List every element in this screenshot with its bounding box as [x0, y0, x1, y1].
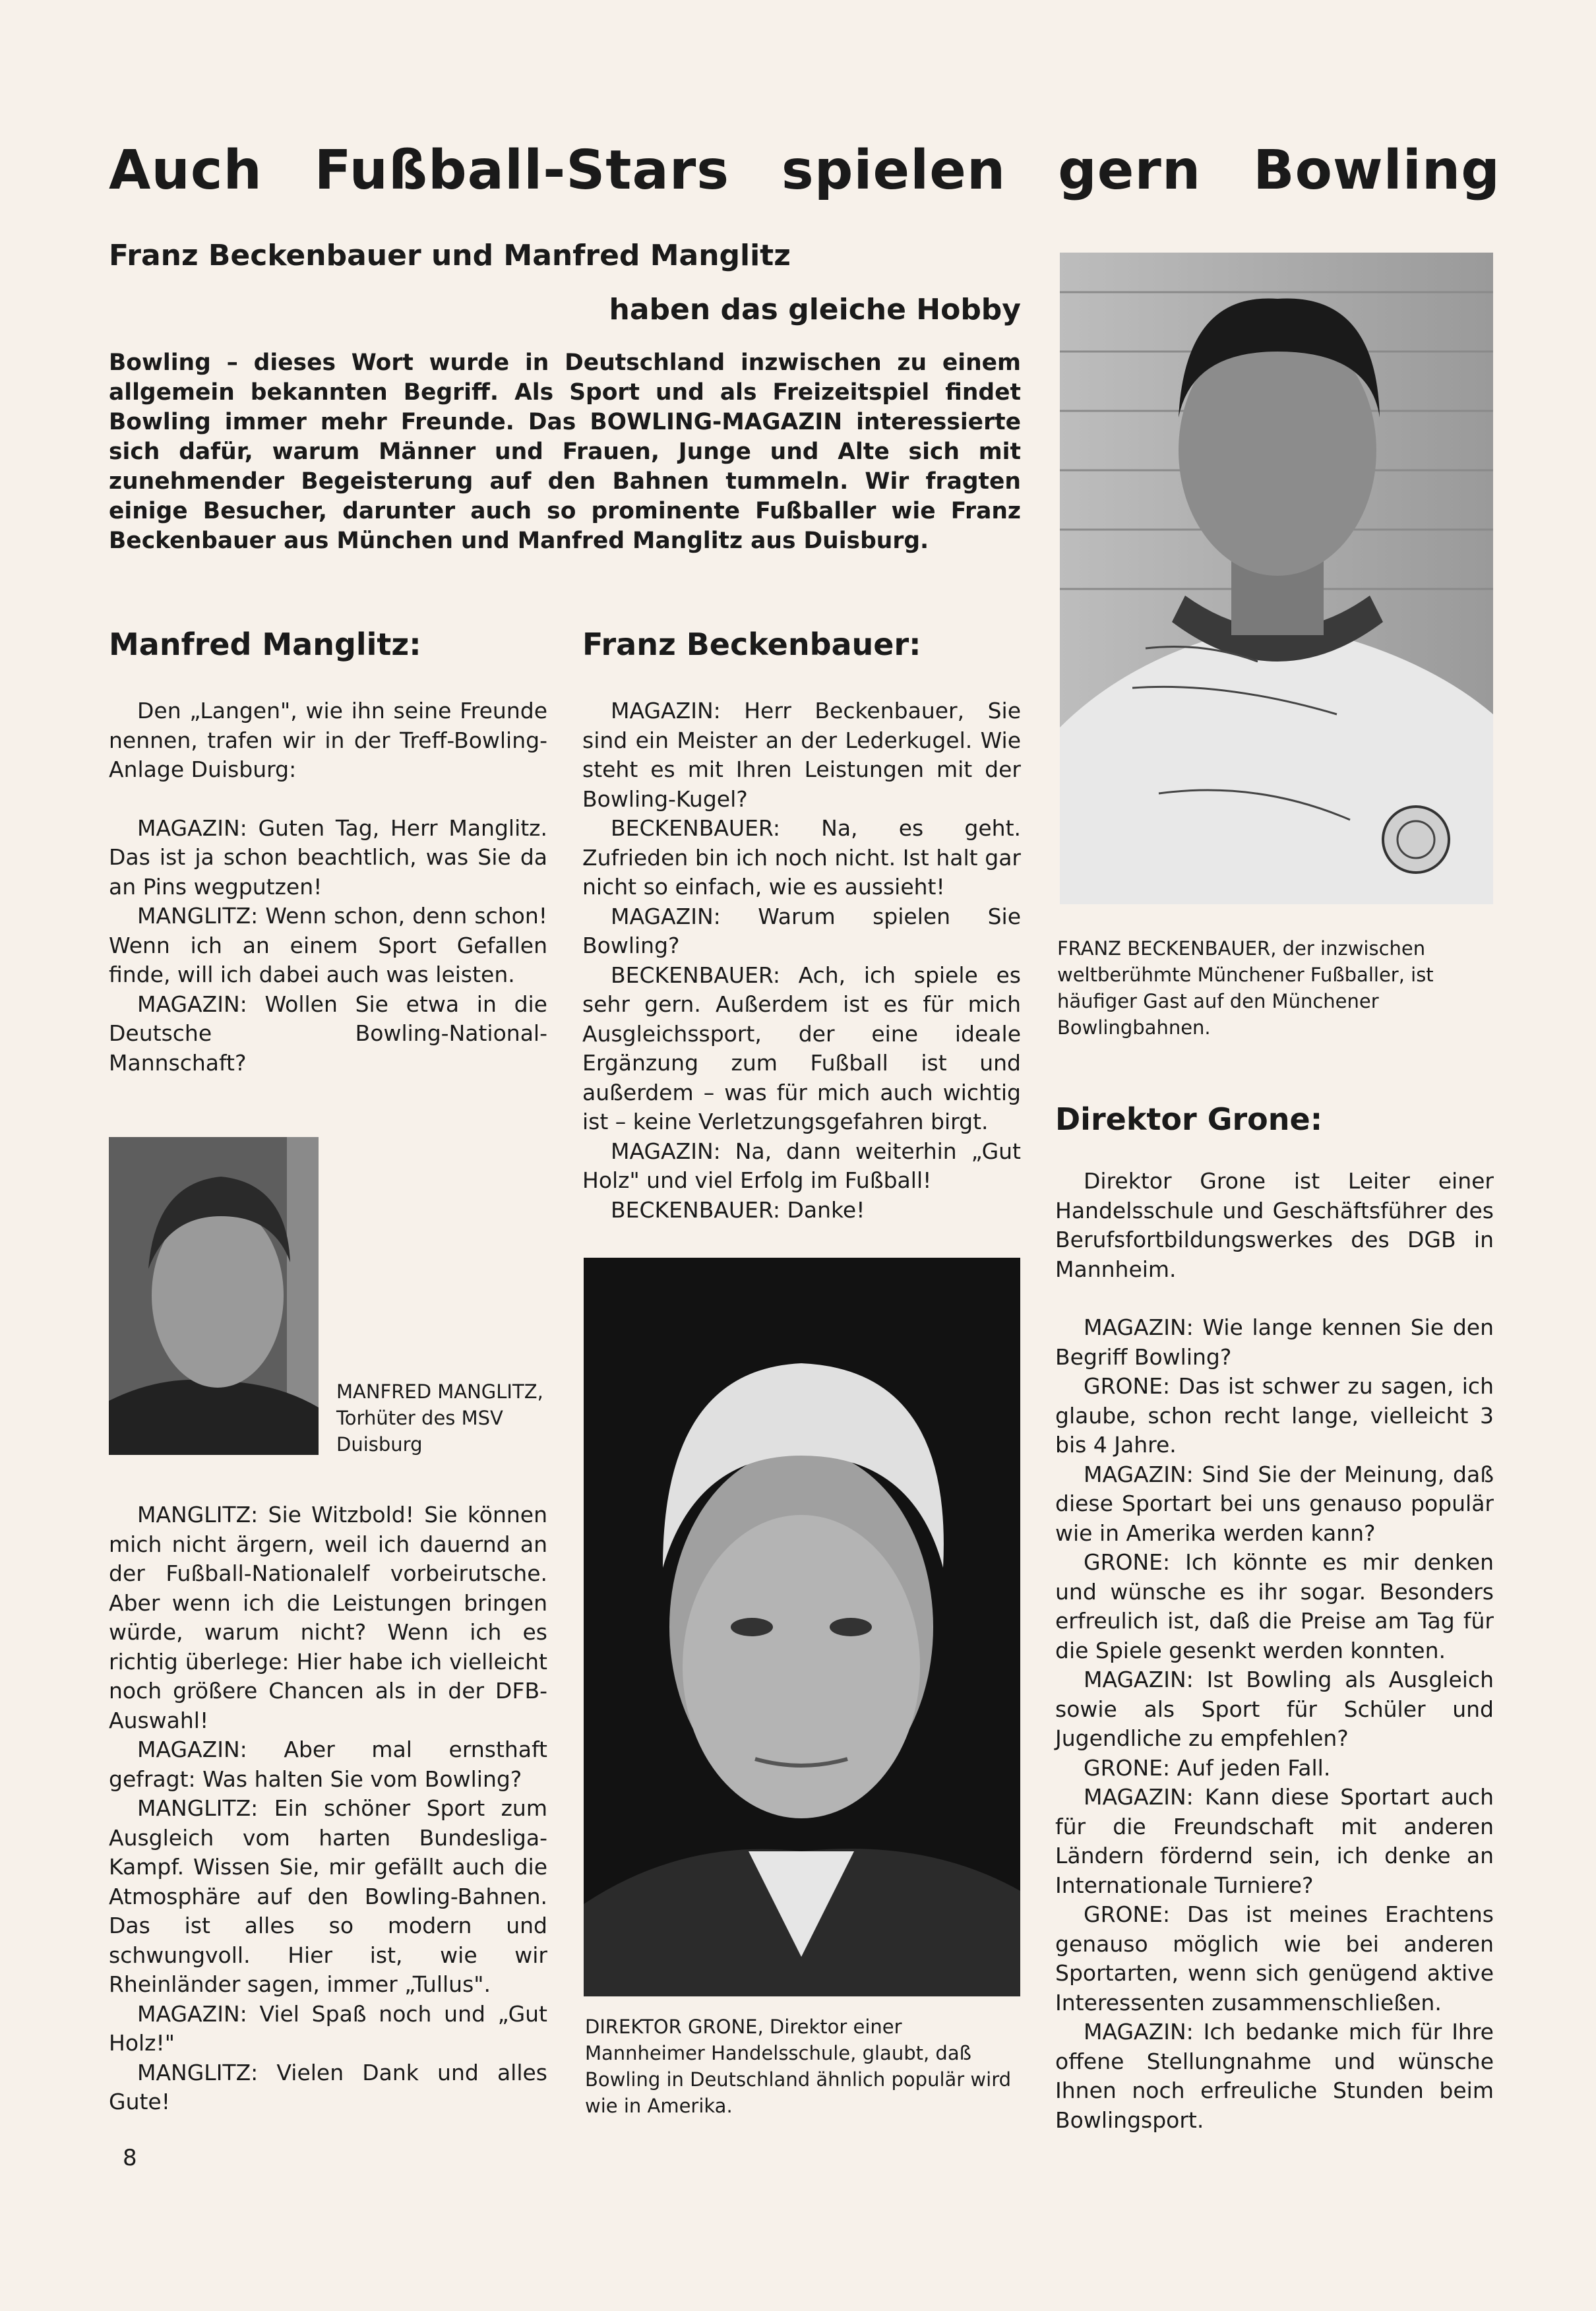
grone-paragraph: GRONE: Das ist meines Erachtens genauso möglich wie bei anderen Sportarten, wenn sich genügend aktive Interessenten zusammenschließen.	[1055, 1901, 1494, 2016]
manglitz-interview-continued	[109, 1500, 547, 2117]
subheadline-line-1: Franz Beckenbauer und Manfred Manglitz	[109, 239, 791, 272]
page-number: 8	[123, 2145, 137, 2171]
beckenbauer-photo	[1060, 253, 1493, 904]
beckenbauer-heading: Franz Beckenbauer:	[582, 627, 921, 662]
grone-paragraph: MAGAZIN: Kann diese Sportart auch für die Freundschaft mit anderen Ländern fördernd sein, ich denke an Internationale Turniere?	[1055, 1784, 1494, 1898]
grone-heading: Direktor Grone:	[1055, 1101, 1323, 1137]
manglitz-paragraph: MAGAZIN: Aber mal ernsthaft gefragt: Was halten Sie vom Bowling?	[109, 1737, 547, 1792]
grone-paragraph: GRONE: Das ist schwer zu sagen, ich glaube, schon recht lange, vielleicht 3 bis 4 Jahre.	[1055, 1373, 1494, 1458]
manglitz-paragraph: MANGLITZ: Sie Witzbold! Sie können mich nicht ärgern, weil ich dauernd an der Fußball-Nationalelf vorbeirutsche. Aber wenn ich die Leistungen bringen würde, warum nicht? Wenn ich es richtig überlege: Hier habe ich vielleicht noch größere Chancen als in der DFB-Auswahl!	[109, 1502, 547, 1733]
manglitz-paragraph: Den „Langen", wie ihn seine Freunde nennen, trafen wir in der Treff-Bowling-Anlage Duisburg:	[109, 698, 547, 782]
manglitz-interview	[109, 696, 547, 1078]
headline-word: spielen	[781, 139, 1006, 202]
grone-photo	[584, 1258, 1020, 1996]
beckenbauer-paragraph: MAGAZIN: Warum spielen Sie Bowling?	[582, 903, 1021, 958]
intro-paragraph: Bowling – dieses Wort wurde in Deutschland inzwischen zu einem allgemein bekannten Begriff. Als Sport und als Freizeitspiel findet Bowling immer mehr Freunde. Das BOWLING-MAGAZIN interessierte sich dafür, warum Männer und Frauen, Junge und Alte sich mit zunehmender Begeisterung auf den Bahnen tummeln. Wir fragten einige Besucher, darunter auch so prominente Fußballer wie Franz Beckenbauer aus München und Manfred Manglitz aus Duisburg.	[109, 350, 1021, 554]
grone-intro: Direktor Grone ist Leiter einer Handelsschule und Geschäftsführer des Berufsfortbildungswerkes des DGB in Mannheim.	[1055, 1168, 1494, 1282]
beckenbauer-photo-caption: FRANZ BECKENBAUER, der inzwischen weltberühmte Münchener Fußballer, ist häufiger Gast auf den Münchener Bowlingbahnen.	[1057, 937, 1434, 1039]
manglitz-heading: Manfred Manglitz:	[109, 627, 421, 662]
grone-interview	[1055, 1167, 1494, 2135]
manglitz-paragraph: MAGAZIN: Viel Spaß noch und „Gut Holz!"	[109, 2000, 547, 2056]
beckenbauer-interview	[582, 696, 1021, 1225]
beckenbauer-paragraph: BECKENBAUER: Ach, ich spiele es sehr gern. Außerdem ist es für mich Ausgleichssport, der eine ideale Ergänzung zum Fußball ist und außerdem – was für mich auch wichtig ist – keine Verletzungsgefahren birgt.	[582, 962, 1021, 1134]
manglitz-paragraph: MANGLITZ: Ein schöner Sport zum Ausgleich vom harten Bundesliga-Kampf. Wissen Sie, mir gefällt auch die Atmosphäre auf den Bowling-Bahnen. Das ist alles so modern und schwungvoll. Hier ist, wie wir Rheinländer sagen, immer „Tullus".	[109, 1795, 547, 1997]
grone-paragraph: GRONE: Ich könnte es mir denken und wünsche es ihr sogar. Besonders erfreulich ist, daß die Preise am Tag für die Spiele gesenkt werden konnten.	[1055, 1549, 1494, 1663]
subheadline-line-2: haben das gleiche Hobby	[609, 293, 1021, 326]
manglitz-paragraph: MANGLITZ: Wenn schon, denn schon! Wenn ich an einem Sport Gefallen finde, will ich dabei auch was leisten.	[109, 903, 547, 987]
manglitz-photo-caption: MANFRED MANGLITZ, Torhüter des MSV Duisburg	[336, 1380, 543, 1456]
headline-word: gern	[1058, 139, 1202, 202]
headline-word: Fußball-Stars	[314, 139, 730, 202]
headline-word: Bowling	[1253, 139, 1500, 202]
beckenbauer-paragraph: BECKENBAUER: Na, es geht. Zufrieden bin ich noch nicht. Ist halt gar nicht so einfach, wie es aussieht!	[582, 815, 1021, 900]
grone-paragraph: MAGAZIN: Sind Sie der Meinung, daß diese Sportart bei uns genauso populär wie in Amerika werden kann?	[1055, 1461, 1494, 1546]
manglitz-photo	[109, 1137, 319, 1455]
beckenbauer-paragraph: MAGAZIN: Herr Beckenbauer, Sie sind ein Meister an der Lederkugel. Wie steht es mit Ihren Leistungen mit der Bowling-Kugel?	[582, 698, 1021, 812]
manglitz-paragraph: MAGAZIN: Wollen Sie etwa in die Deutsche Bowling-National-Mannschaft?	[109, 991, 547, 1076]
grone-photo-caption: DIREKTOR GRONE, Direktor einer Mannheimer Handelsschule, glaubt, daß Bowling in Deutschland ähnlich populär wird wie in Amerika.	[585, 2016, 1012, 2117]
grone-paragraph: MAGAZIN: Wie lange kennen Sie den Begriff Bowling?	[1055, 1314, 1494, 1370]
manglitz-paragraph: MANGLITZ: Vielen Dank und alles Gute!	[109, 2059, 547, 2114]
grone-paragraph: MAGAZIN: Ist Bowling als Ausgleich sowie als Sport für Schüler und Jugendliche zu empfehlen?	[1055, 1667, 1494, 1751]
manglitz-paragraph: MAGAZIN: Guten Tag, Herr Manglitz. Das ist ja schon beachtlich, was Sie da an Pins wegputzen!	[109, 815, 547, 900]
beckenbauer-paragraph: MAGAZIN: Na, dann weiterhin „Gut Holz" und viel Erfolg im Fußball!	[582, 1138, 1021, 1193]
beckenbauer-paragraph: BECKENBAUER: Danke!	[611, 1196, 865, 1223]
headline-word: Auch	[109, 139, 262, 202]
grone-paragraph: MAGAZIN: Ich bedanke mich für Ihre offene Stellungnahme und wünsche Ihnen noch erfreuliche Stunden beim Bowlingsport.	[1055, 2019, 1494, 2133]
headline	[109, 139, 1500, 202]
grone-paragraph: GRONE: Auf jeden Fall.	[1084, 1754, 1331, 1781]
